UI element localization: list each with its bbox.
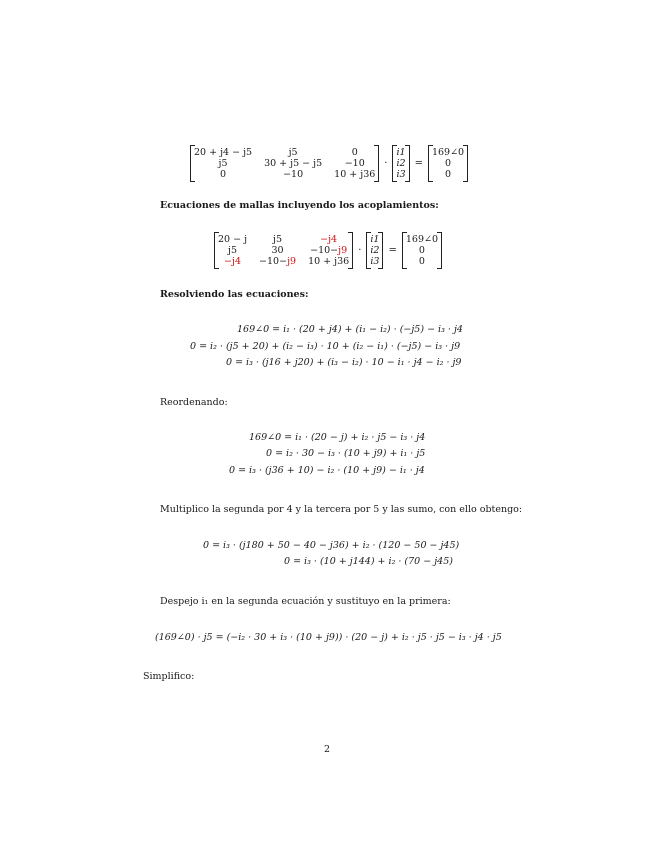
system2-line-3: 0 = i₃ · (j36 + 10) − i₂ · (10 + j9) − i₁ · j4 — [229, 465, 425, 476]
heading-mesh-equations: Ecuaciones de mallas incluyendo los acoplamientos: — [160, 200, 439, 211]
matrix-cell: 30 — [271, 245, 284, 256]
text-multiplico: Multiplico la segunda por 4 y la tercera por 5 y las sumo, con ello obtengo: — [160, 504, 523, 515]
matrix-cell: j5 — [218, 158, 228, 169]
vector-cell: 169∠0 — [405, 234, 438, 245]
matrix-cell: 0 — [351, 147, 358, 158]
system3-line-1: 0 = i₃ · (j180 + 50 − 40 − j36) + i₂ · (120 − 50 − j45) — [203, 540, 460, 551]
matrix-cell: 10 + j36 — [334, 169, 376, 180]
text-reordenando: Reordenando: — [160, 397, 228, 408]
system3-line-2: 0 = i₃ · (10 + j144) + i₂ · (70 − j45) — [284, 556, 453, 567]
matrix-cell: −j4 — [224, 256, 241, 267]
matrix-equation-1 — [190, 145, 468, 182]
heading-solving: Resolviendo las ecuaciones: — [160, 289, 309, 300]
matrix-cell: 20 + j4 − j5 — [194, 147, 253, 158]
matrix-cell: −10−j9 — [310, 245, 348, 256]
matrix-cell: j5 — [288, 147, 298, 158]
matrix-cell: j5 — [273, 234, 283, 245]
vector-cell: i1 — [370, 234, 380, 245]
vector-cell: i2 — [370, 245, 380, 256]
vector-cell: i1 — [396, 147, 406, 158]
matrix-cell: −10 — [344, 158, 365, 169]
vector-cell: 0 — [418, 245, 425, 256]
voltage-vector-1 — [428, 145, 468, 182]
matrix-cell: 10 + j36 — [308, 256, 350, 267]
matrix-equation-2 — [214, 232, 442, 269]
system1-line-3: 0 = i₃ · (j16 + j20) + (i₃ − i₂) · 10 − i₁ · j4 − i₂ · j9 — [226, 357, 462, 368]
system2-line-1: 169∠0 = i₁ · (20 − j) + i₂ · j5 − i₃ · j4 — [249, 432, 426, 443]
current-vector-2 — [366, 232, 383, 269]
system2-line-2: 0 = i₂ · 30 − i₃ · (10 + j9) + i₁ · j5 — [266, 448, 426, 459]
matrix-cell: j5 — [228, 245, 238, 256]
current-vector-1 — [392, 145, 409, 182]
dot-operator: · — [358, 245, 362, 256]
text-simplifico: Simplifico: — [143, 671, 195, 682]
equals-operator: = — [388, 245, 397, 256]
equals-operator: = — [414, 158, 423, 169]
system1-line-1: 169∠0 = i₁ · (20 + j4) + (i₁ − i₂) · (−j5) − i₃ · j4 — [237, 324, 463, 335]
coefficient-matrix-1 — [190, 145, 379, 182]
matrix-cell: 20 − j — [218, 234, 248, 245]
vector-cell: i3 — [396, 169, 406, 180]
vector-cell: 0 — [445, 169, 452, 180]
matrix-cell: −10 — [283, 169, 304, 180]
matrix-cell: 0 — [220, 169, 227, 180]
vector-cell: i3 — [370, 256, 380, 267]
vector-cell: 169∠0 — [431, 147, 465, 158]
voltage-vector-2 — [402, 232, 442, 269]
page-number: 2 — [324, 744, 331, 755]
matrix-cell: 30 + j5 − j5 — [264, 158, 323, 169]
matrix-cell: −j4 — [320, 234, 338, 245]
equation-4: (169∠0) · j5 = (−i₂ · 30 + i₃ · (10 + j9)) · (20 − j) + i₂ · j5 · j5 − i₃ · j4 · j5 — [155, 632, 502, 643]
text-despejo: Despejo i₁ en la segunda ecuación y sustituyo en la primera: — [160, 596, 451, 607]
system1-line-2: 0 = i₂ · (j5 + 20) + (i₂ − i₃) · 10 + (i₂ − i₁) · (−j5) − i₃ · j9 — [190, 341, 461, 352]
matrix-cell: −10−j9 — [259, 256, 297, 267]
dot-operator: · — [384, 158, 388, 169]
coefficient-matrix-2 — [214, 232, 353, 269]
vector-cell: 0 — [445, 158, 452, 169]
vector-cell: i2 — [396, 158, 406, 169]
vector-cell: 0 — [418, 256, 425, 267]
